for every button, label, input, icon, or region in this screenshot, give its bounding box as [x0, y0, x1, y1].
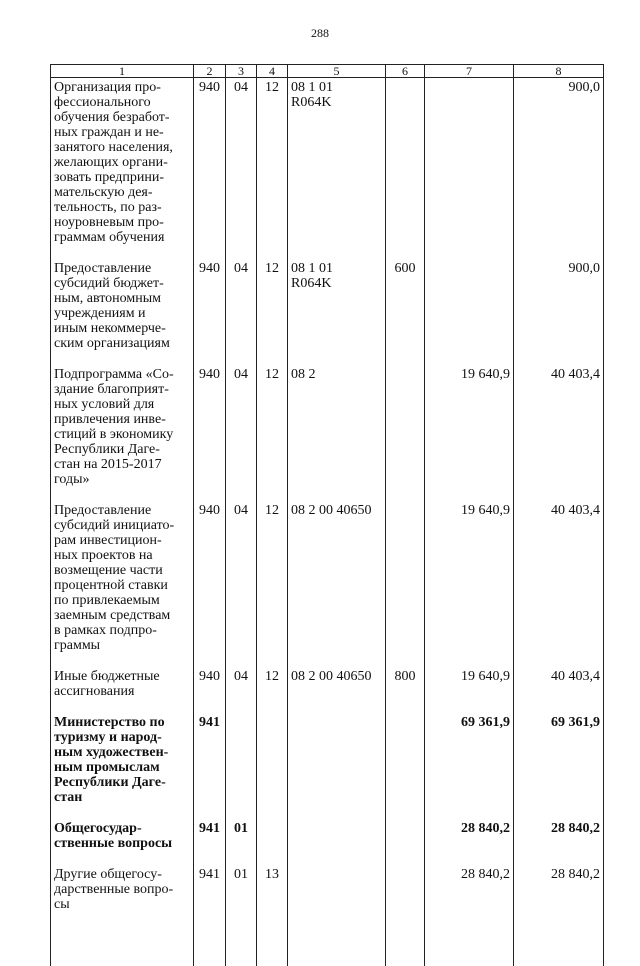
- cell-ministry-code: 940: [194, 78, 226, 260]
- empty-cell: [514, 926, 604, 966]
- cell-name: Организация про- фессионального обучения безработ- ных граждан и не- занятого населения, желающих органи- зовать предприни- мательскую дея- тельность, по раз- ноуровневым про- граммам обучения: [51, 78, 194, 260]
- cell-subsection: 12: [257, 667, 288, 713]
- empty-cell: [51, 926, 194, 966]
- column-header: 7: [425, 65, 514, 78]
- cell-section: 01: [226, 865, 257, 926]
- cell-amount-2016: 28 840,2: [425, 865, 514, 926]
- cell-expense-type: [386, 501, 425, 667]
- cell-expense-type: [386, 865, 425, 926]
- table-row: [51, 365, 604, 501]
- table-body: [51, 78, 604, 966]
- cell-amount-2016: [425, 78, 514, 260]
- cell-expense-type: 600: [386, 259, 425, 365]
- cell-section: 04: [226, 667, 257, 713]
- cell-name: Министерство по туризму и народ- ным художествен- ным промыслам Республики Даге- стан: [51, 713, 194, 819]
- cell-amount-2017: 40 403,4: [514, 365, 604, 501]
- cell-amount-2016: 19 640,9: [425, 501, 514, 667]
- cell-target-code: [288, 865, 386, 926]
- column-header: 2: [194, 65, 226, 78]
- table-row: [51, 667, 604, 713]
- cell-target-code: [288, 819, 386, 865]
- cell-target-code: 08 2: [288, 365, 386, 501]
- cell-ministry-code: 940: [194, 667, 226, 713]
- cell-name: Другие общегосу- дарственные вопро- сы: [51, 865, 194, 926]
- budget-table: [50, 64, 604, 966]
- cell-amount-2017: 40 403,4: [514, 667, 604, 713]
- column-header: 6: [386, 65, 425, 78]
- cell-subsection: 12: [257, 365, 288, 501]
- cell-subsection: 13: [257, 865, 288, 926]
- column-header: 3: [226, 65, 257, 78]
- cell-amount-2017: 40 403,4: [514, 501, 604, 667]
- empty-cell: [194, 926, 226, 966]
- cell-target-code: 08 2 00 40650: [288, 667, 386, 713]
- column-header: 1: [51, 65, 194, 78]
- cell-name: Общегосудар- ственные вопросы: [51, 819, 194, 865]
- header-row: [51, 65, 604, 78]
- cell-amount-2016: [425, 259, 514, 365]
- cell-ministry-code: 941: [194, 865, 226, 926]
- cell-expense-type: [386, 713, 425, 819]
- table-row: [51, 78, 604, 260]
- cell-expense-type: [386, 365, 425, 501]
- cell-target-code: 08 1 01 R064K: [288, 78, 386, 260]
- cell-amount-2016: 69 361,9: [425, 713, 514, 819]
- cell-amount-2017: 69 361,9: [514, 713, 604, 819]
- empty-cell: [257, 926, 288, 966]
- cell-amount-2016: 19 640,9: [425, 365, 514, 501]
- cell-ministry-code: 941: [194, 819, 226, 865]
- empty-cell: [386, 926, 425, 966]
- column-header: 8: [514, 65, 604, 78]
- cell-amount-2017: 28 840,2: [514, 865, 604, 926]
- cell-section: [226, 713, 257, 819]
- cell-section: 04: [226, 78, 257, 260]
- cell-name: Предоставление субсидий инициато- рам инвестицион- ных проектов на возмещение части процентной ставки по привлекаемым заемным средствам в рамках подпро- граммы: [51, 501, 194, 667]
- cell-subsection: 12: [257, 259, 288, 365]
- cell-subsection: 12: [257, 78, 288, 260]
- cell-name: Иные бюджетные ассигнования: [51, 667, 194, 713]
- cell-name: Предоставление субсидий бюджет- ным, автономным учреждениям и иным некоммерче- ским организациям: [51, 259, 194, 365]
- table-continuation: [51, 926, 604, 966]
- column-header: 4: [257, 65, 288, 78]
- cell-amount-2016: 19 640,9: [425, 667, 514, 713]
- cell-amount-2016: 28 840,2: [425, 819, 514, 865]
- empty-cell: [226, 926, 257, 966]
- cell-section: 04: [226, 501, 257, 667]
- cell-amount-2017: 900,0: [514, 78, 604, 260]
- cell-section: 01: [226, 819, 257, 865]
- cell-amount-2017: 900,0: [514, 259, 604, 365]
- table-row: [51, 865, 604, 926]
- table-row: [51, 713, 604, 819]
- cell-target-code: 08 1 01 R064K: [288, 259, 386, 365]
- cell-target-code: 08 2 00 40650: [288, 501, 386, 667]
- cell-subsection: 12: [257, 501, 288, 667]
- cell-ministry-code: 940: [194, 259, 226, 365]
- table-row: [51, 259, 604, 365]
- cell-expense-type: [386, 819, 425, 865]
- cell-subsection: [257, 819, 288, 865]
- table-row: [51, 819, 604, 865]
- cell-ministry-code: 940: [194, 365, 226, 501]
- empty-cell: [288, 926, 386, 966]
- cell-section: 04: [226, 259, 257, 365]
- cell-ministry-code: 940: [194, 501, 226, 667]
- cell-name: Подпрограмма «Со- здание благоприят- ных условий для привлечения инве- стиций в экономику Республики Даге- стан на 2015-2017 годы»: [51, 365, 194, 501]
- cell-target-code: [288, 713, 386, 819]
- cell-expense-type: 800: [386, 667, 425, 713]
- cell-amount-2017: 28 840,2: [514, 819, 604, 865]
- table-row: [51, 501, 604, 667]
- page-number: 288: [0, 26, 640, 41]
- column-header: 5: [288, 65, 386, 78]
- empty-cell: [425, 926, 514, 966]
- cell-ministry-code: 941: [194, 713, 226, 819]
- cell-section: 04: [226, 365, 257, 501]
- cell-subsection: [257, 713, 288, 819]
- cell-expense-type: [386, 78, 425, 260]
